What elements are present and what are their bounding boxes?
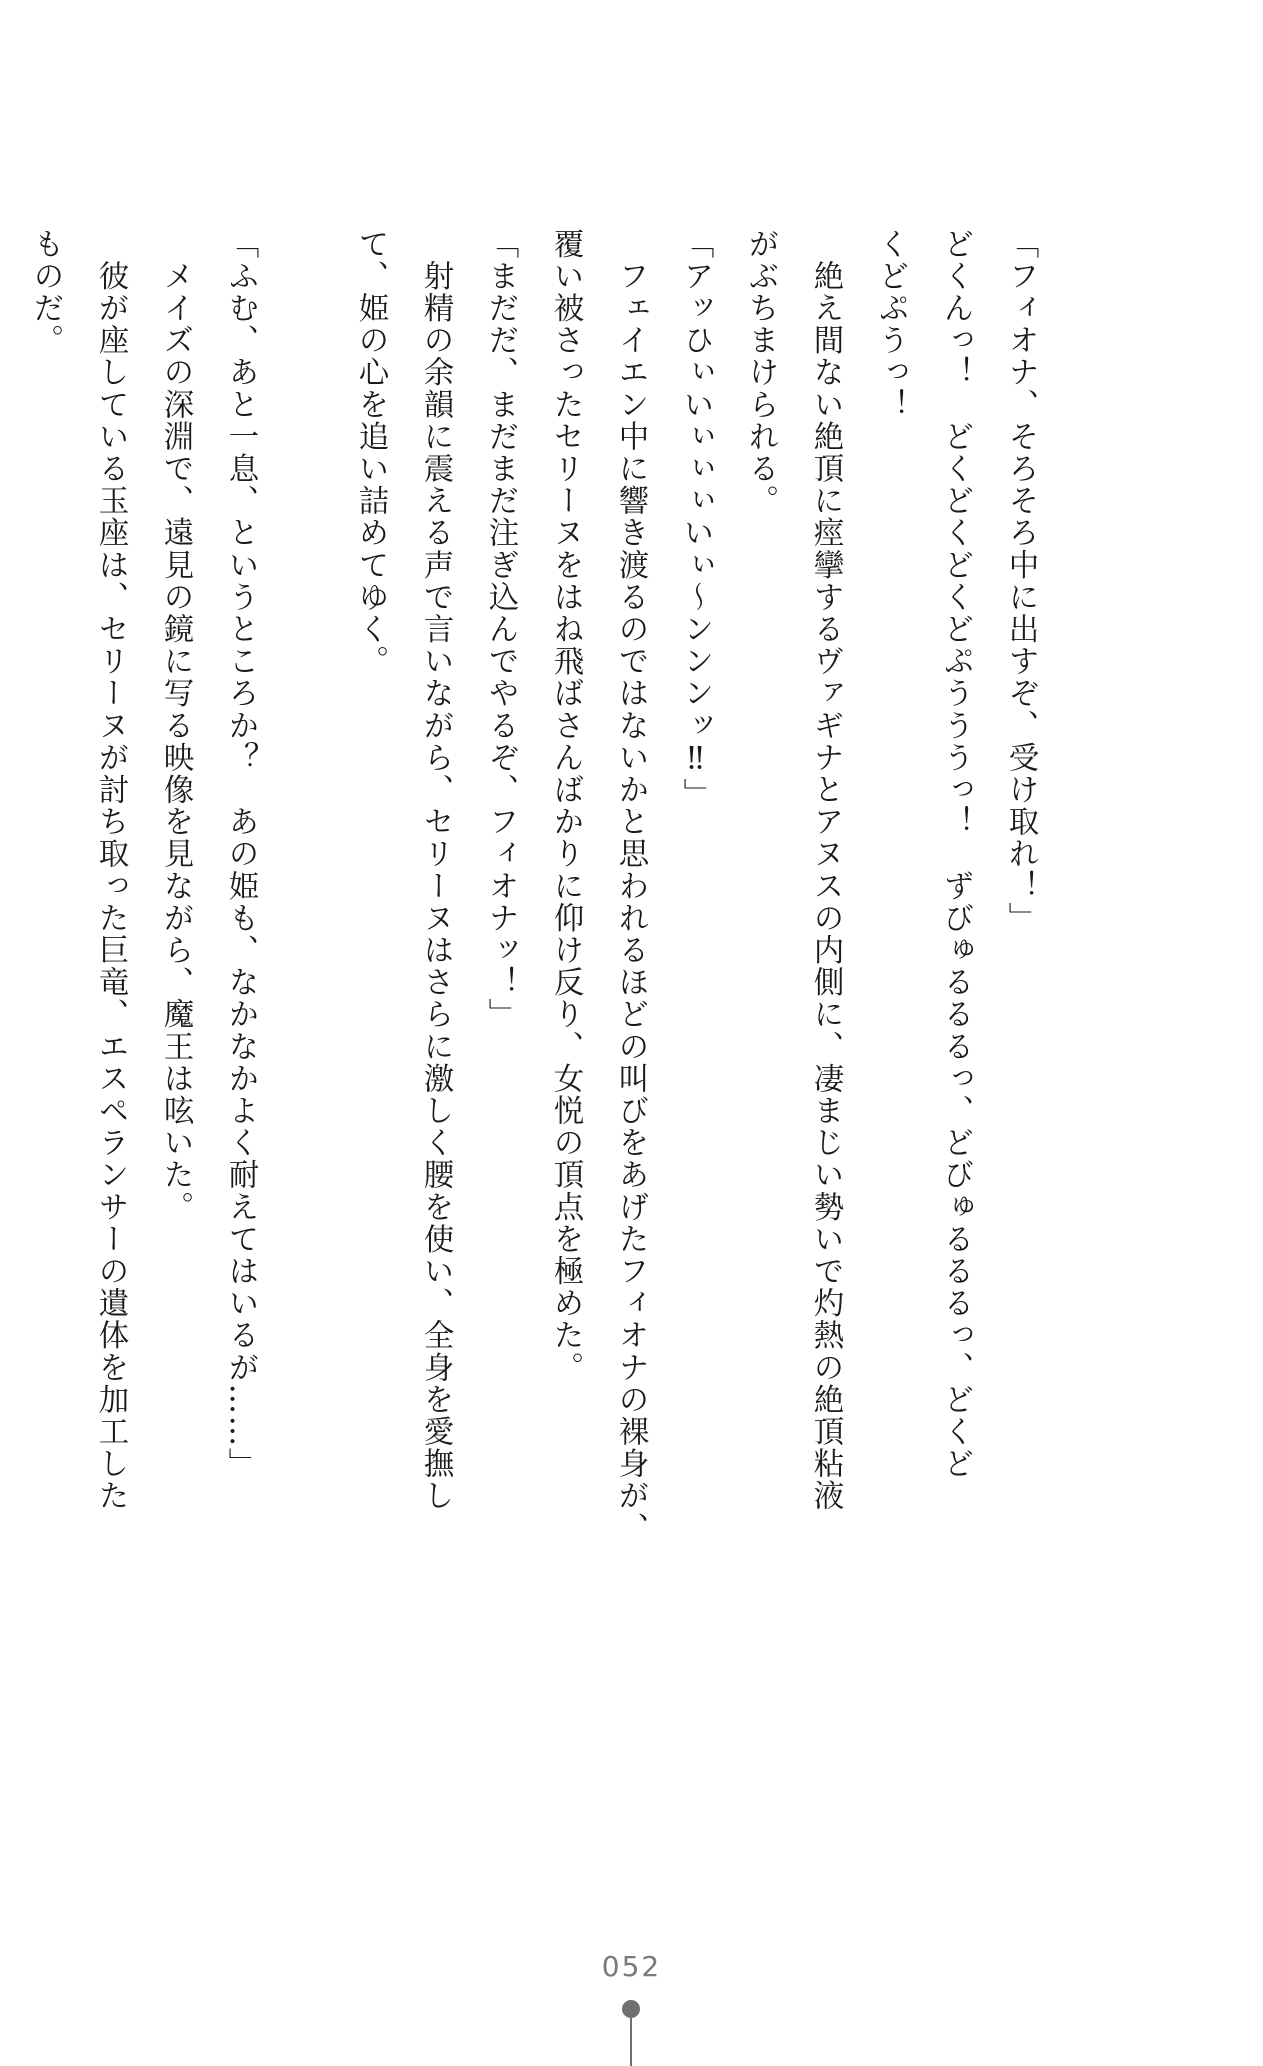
body-text: [28, 228, 1053, 1703]
text-line: 「フィオナ、そろそろ中に出すぞ、受け取れ！」: [1003, 228, 1038, 935]
text-line: 彼が座している玉座は、セリーヌが討ち取った巨竜、エスペランサーの遺体を加工した: [93, 228, 128, 1512]
folio-line: [630, 2018, 632, 2066]
text-line: フェイエン中に響き渡るのではないかと思われるほどの叫びをあげたフィオナの裸身が、: [613, 228, 648, 1545]
text-line: がぶちまけられる。: [743, 228, 778, 517]
section-break: [273, 228, 338, 1703]
text-line: 「アッひぃいぃぃぃいぃ〜ンンンッ‼」: [678, 228, 713, 811]
text-line: メイズの深淵で、遠見の鏡に写る映像を見ながら、魔王は呟いた。: [158, 228, 193, 1224]
folio-dot-icon: [622, 2000, 640, 2018]
text-line: 絶え間ない絶頂に痙攣するヴァギナとアヌスの内側に、凄まじい勢いで灼熱の絶頂粘液: [808, 228, 843, 1512]
text-line: 「ふむ、あと一息、というところか？ あの姫も、なかなかよく耐えてはいるが……」: [223, 228, 258, 1480]
text-line: て、姫の心を追い詰めてゆく。: [353, 228, 388, 678]
text-line: ものだ。: [28, 228, 63, 357]
text-line: [0, 228, 13, 1703]
text-line: 射精の余韻に震える声で言いながら、セリーヌはさらに激しく腰を使い、全身を愛撫し: [418, 228, 453, 1512]
page-number: 052: [601, 1950, 662, 1983]
text-line: くどぷうっ！: [873, 228, 908, 421]
text-line: 覆い被さったセリーヌをはね飛ばさんばかりに仰け反り、女悦の頂点を極めた。: [548, 228, 583, 1384]
text-line: 「まだだ、まだまだ注ぎ込んでやるぞ、フィオナッ！」: [483, 228, 518, 1031]
text-line: どくんっ！ どくどくどくどぷうううっ！ ずびゅるるるっ、どびゅるるるっ、どくど: [938, 228, 973, 1480]
